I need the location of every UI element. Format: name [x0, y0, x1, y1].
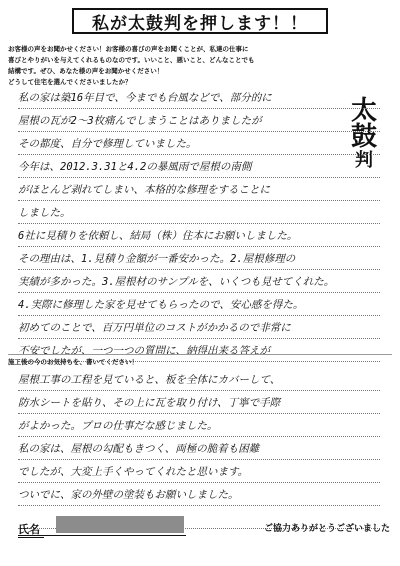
letter-line: 今年は、2012.3.31と4.2の暴風雨で屋根の南側: [18, 155, 380, 178]
work-line: 屋根工事の工程を見ていると、板を全体にカバーして、: [18, 368, 380, 391]
work-line: でしたが、大変上手くやってくれたと思います。: [18, 460, 380, 483]
letter-line: その都度、自分で修理していました。: [18, 132, 380, 155]
letter-line: 4.実際に修理した家を見せてもらったので、安心感を得た。: [18, 293, 380, 316]
letter-line: 6社に見積りを依頼し、結局（株）住本にお願いしました。: [18, 224, 380, 247]
letter-line: しました。: [18, 201, 380, 224]
name-redacted-box: [56, 516, 184, 533]
after-work-comments: [18, 368, 380, 529]
intro-line: どうして住宅を選んでくださいましたか？: [8, 78, 132, 86]
name-label: 氏名: [18, 521, 44, 538]
intro-line: 結構です。ぜひ、あなた様の声をお聞かせください！: [8, 67, 164, 75]
name-underline: [18, 535, 186, 536]
intro-line: 喜びとやりがいを与えてくれるものなのです。いいこと、悪いこと、どんなことでも: [8, 56, 255, 64]
work-line: ついでに、家の外壁の塗装もお願いしました。: [18, 483, 380, 506]
page-title: 私が太鼓判を押します！！: [92, 13, 308, 34]
stamp-char: 太: [350, 96, 377, 126]
stamp-char: 判: [355, 150, 373, 171]
letter-line: 私の家は築16年目で、今までも台風などで、部分的に: [18, 86, 380, 109]
work-line: 防水シートを貼り、その上に瓦を取り付け、丁寧で手際: [18, 391, 380, 414]
letter-line: 不安でしたが、一つ一つの質問に、納得出来る答えが: [18, 339, 380, 362]
customer-letter: [18, 86, 380, 362]
letter-line: 屋根の瓦が2〜3枚痛んでしまうことはありましたが: [18, 109, 380, 132]
work-line: がよかった。プロの仕事だな感じました。: [18, 414, 380, 437]
work-line: 私の家は、屋根の勾配もきつく、両極の脆着も困難: [18, 437, 380, 460]
letter-line: 初めてのことで、百万円単位のコストがかかるので非常に: [18, 316, 380, 339]
letter-line: がほとんど剥れてしまい、本格的な修理をすることに: [18, 178, 380, 201]
title-box: [72, 8, 328, 34]
intro-line: お客様の声をお聞かせください！お客様の喜びの声をお聞くことが、私達の仕事に: [8, 45, 249, 53]
letter-line: 実績が多かった。3.屋根材のサンプルを、いくつも見せてくれた。: [18, 270, 380, 293]
section-heading: [8, 354, 392, 366]
thanks-message: ご協力ありがとうございました: [263, 524, 390, 534]
section-heading-text: 施工後の今のお気持ちを、書いてください！: [8, 358, 138, 366]
letter-line: その理由は、1.見積り金額が一番安かった。2.屋根修理の: [18, 247, 380, 270]
stamp-char: 鼓: [350, 122, 377, 152]
intro-text: [8, 44, 392, 88]
